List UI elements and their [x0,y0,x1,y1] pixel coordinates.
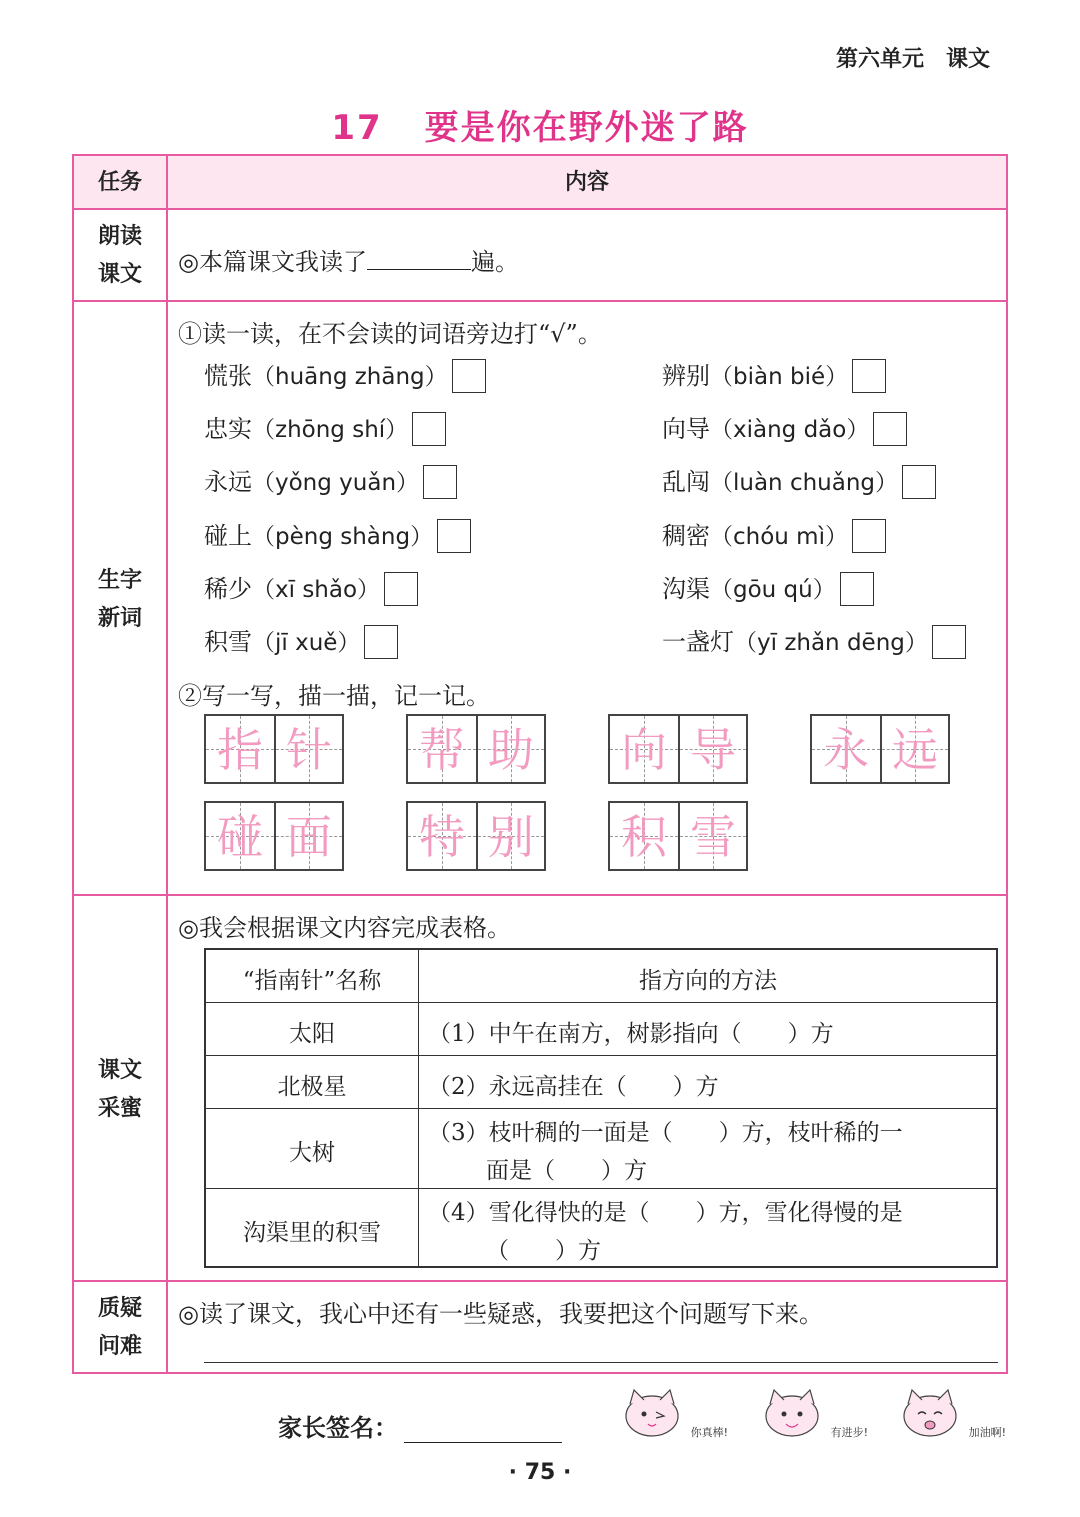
row-method-cont[interactable]: （ ）方 [486,1238,601,1264]
row-name: 大树 [289,1140,335,1166]
check-box[interactable] [840,572,874,606]
col-name-header: “指南针”名称 [242,968,382,994]
sticker-caption: 你真棒! [690,1426,728,1439]
honey-label-2: 采蜜 [97,1096,142,1121]
new-words-label-1: 生字 [97,568,142,593]
lesson-number: 17 [331,108,383,148]
check-box[interactable] [412,412,446,446]
word-item: 向导（xiàng dǎo） [662,411,907,448]
header-content: 内容 [564,170,609,195]
instruction-write: ②写一写，描一描，记一记。 [178,682,490,710]
word-item: 积雪（jī xuě） [204,624,398,661]
row-method-cont[interactable]: 面是（ ）方 [486,1158,647,1184]
unit-label: 第六单元 课文 [836,47,991,72]
word-item: 沟渠（gōu qú） [662,571,874,608]
instruction-read: ①读一读，在不会读的词语旁边打“√”。 [178,320,602,348]
lesson-title [0,100,1080,149]
word-item: 慌张（huāng zhāng） [204,358,486,395]
reading-text-before: ◎本篇课文我读了 [178,248,367,276]
sticker-progress [752,1384,872,1444]
sticker-caption: 加油啊! [968,1426,1006,1439]
word-item: 永远（yǒng yuǎn） [204,464,457,501]
header-task: 任务 [97,170,142,195]
tracing-grid[interactable]: 碰 面 [204,801,344,871]
check-box[interactable] [873,412,907,446]
parent-signature [278,1408,562,1443]
check-box[interactable] [437,519,471,553]
check-box[interactable] [364,625,398,659]
honey-instruction: ◎我会根据课文内容完成表格。 [178,914,511,942]
sticker-cheer [890,1384,1010,1444]
row-method[interactable]: （4）雪化得快的是（ ）方，雪化得慢的是 [428,1200,903,1226]
reading-count-blank[interactable] [367,247,471,270]
reading-label-2: 课文 [97,262,142,287]
check-box[interactable] [932,625,966,659]
question-answer-line[interactable] [204,1362,998,1363]
compass-table [204,948,998,1268]
check-box[interactable] [852,519,886,553]
reading-label-1: 朗读 [97,224,142,249]
word-item: 一盏灯（yī zhǎn dēng） [662,624,966,661]
tracing-grid[interactable]: 特 别 [406,801,546,871]
tracing-grid[interactable]: 永 远 [810,714,950,784]
word-item: 乱闯（luàn chuǎng） [662,464,936,501]
honey-label-1: 课文 [97,1058,142,1083]
row-method[interactable]: （3）枝叶稠的一面是（ ）方，枝叶稀的一 [428,1120,903,1146]
row-name: 北极星 [277,1074,347,1100]
reading-text-after: 遍。 [470,248,519,276]
questions-text: ◎读了课文，我心中还有一些疑惑，我要把这个问题写下来。 [178,1300,823,1328]
word-item: 辨别（biàn bié） [662,358,886,395]
tracing-grid[interactable]: 积 雪 [608,801,748,871]
row-name: 太阳 [289,1021,335,1047]
tracing-grid[interactable]: 帮 助 [406,714,546,784]
check-box[interactable] [452,359,486,393]
questions-label-1: 质疑 [97,1296,142,1321]
tracing-grid[interactable]: 指 针 [204,714,344,784]
word-item: 稠密（chóu mì） [662,518,886,555]
check-box[interactable] [384,572,418,606]
word-item: 碰上（pèng shàng） [204,518,471,555]
check-box[interactable] [423,465,457,499]
parent-signature-line[interactable] [404,1416,562,1443]
word-item: 忠实（zhōng shí） [204,411,446,448]
sticker-great [612,1384,732,1444]
parent-signature-label: 家长签名： [278,1414,398,1442]
row-method[interactable]: （1）中午在南方，树影指向（ ）方 [428,1021,834,1047]
col-method-header: 指方向的方法 [639,968,777,994]
new-words-label-2: 新词 [97,606,142,631]
lesson-title-text: 要是你在野外迷了路 [424,108,749,148]
reading-line [178,242,519,277]
page-number: · 75 · [508,1460,572,1485]
row-name: 沟渠里的积雪 [243,1220,381,1246]
questions-label-2: 问难 [97,1334,142,1359]
task-table [72,154,1008,1374]
check-box[interactable] [852,359,886,393]
row-method[interactable]: （2）永远高挂在（ ）方 [428,1074,719,1100]
check-box[interactable] [902,465,936,499]
tracing-grid[interactable]: 向 导 [608,714,748,784]
word-item: 稀少（xī shǎo） [204,571,418,608]
sticker-caption: 有进步! [830,1426,868,1439]
